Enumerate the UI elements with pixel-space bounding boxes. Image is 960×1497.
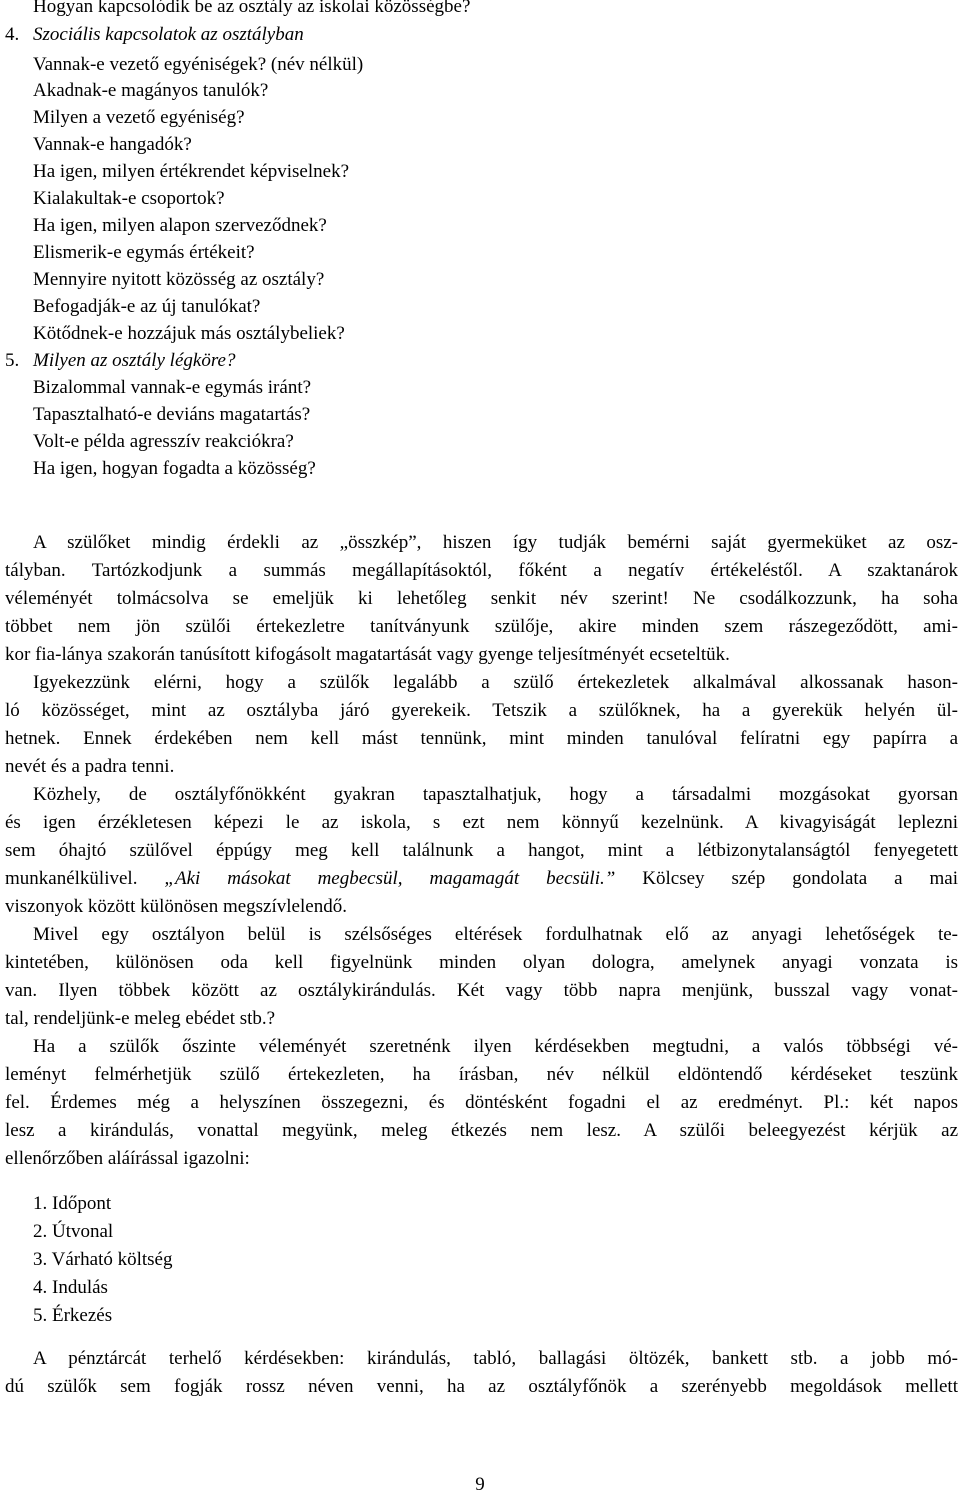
paragraph-line: kor fia-lánya szakorán tanúsított kifogásolt magatartását vagy gyenge teljesítményét ecseteltük. — [5, 644, 730, 665]
list-item: 3. Várható költség — [33, 1249, 173, 1270]
page-number: 9 — [475, 1474, 485, 1495]
paragraph-line: ellenőrzőben aláírással igazolni: — [5, 1148, 250, 1169]
section-number: 5. — [5, 350, 20, 371]
paragraph-text: munkanélkülivel. — [5, 868, 165, 889]
section-heading — [5, 24, 304, 46]
paragraph-line: tályban. Tartózkodjunk a summás megállapításoktól, főként a negatív értékeléstől. A szaktanárok — [5, 560, 958, 581]
question-line: Befogadják-e az új tanulókat? — [33, 296, 261, 317]
paragraph-line: Mivel egy osztályon belül is szélsőséges eltérések fordulhatnak elő az anyagi lehetőségek te- — [33, 924, 958, 945]
question-line: Elismerik-e egymás értékeit? — [33, 242, 255, 263]
section-number: 4. — [5, 24, 20, 45]
question-line: Volt-e példa agresszív reakciókra? — [33, 431, 294, 452]
paragraph-line: kintetében, különösen oda kell figyelnünk minden olyan dologra, amelynek anyagi vonzata is — [5, 952, 958, 973]
paragraph-line: A pénztárcát terhelő kérdésekben: kirándulás, tabló, ballagási öltözék, bankett stb. a jobb mó- — [33, 1348, 958, 1369]
list-item: 2. Útvonal — [33, 1221, 114, 1242]
paragraph-line: dú szülők sem fogják rossz néven venni, ha az osztályfőnök a szerényebb megoldások mellett — [5, 1376, 958, 1397]
question-line: Milyen a vezető egyéniség? — [33, 107, 245, 128]
list-item: 4. Indulás — [33, 1277, 108, 1298]
paragraph-line: Ha a szülők őszinte véleményét szeretnénk ilyen kérdésekben megtudni, a valós többségi vé- — [33, 1036, 958, 1057]
paragraph-line: hetnek. Ennek érdekében nem kell mást tennünk, mint minden tanulóval felíratni egy papírra a — [5, 728, 958, 749]
question-line: Akadnak-e magányos tanulók? — [33, 80, 269, 101]
question-line: Hogyan kapcsolódik be az osztály az iskolai közösségbe? — [33, 0, 471, 17]
paragraph-line: lesz a kirándulás, vonattal megyünk, meleg étkezés nem lesz. A szülői beleegyezést kérjük az — [5, 1120, 958, 1141]
paragraph-line: Közhely, de osztályfőnökként gyakran tapasztalhatjuk, hogy a társadalmi mozgásokat gyorsan — [33, 784, 958, 805]
paragraph-line — [5, 865, 958, 893]
list-item: 5. Érkezés — [33, 1305, 113, 1326]
question-line: Ha igen, hogyan fogadta a közösség? — [33, 458, 316, 479]
paragraph-line: tal, rendeljünk-e meleg ebédet stb.? — [5, 1008, 276, 1029]
paragraph-line: leményt felmérhetjük szülő értekezleten, ha írásban, név nélkül eldöntendő kérdéseket teszünk — [5, 1064, 958, 1085]
paragraph-line: véleményét tolmácsolva se emeljük ki lehetőleg senkit név szerint! Ne csodálkozzunk, ha soha — [5, 588, 958, 609]
paragraph-line: sem óhajtó szülővel éppúgy meg kell találnunk a hangot, mint a létbizonytalanságtól fenyegetett — [5, 840, 958, 861]
section-title: Szociális kapcsolatok az osztályban — [33, 24, 304, 45]
question-line: Ha igen, milyen értékrendet képviselnek? — [33, 161, 350, 182]
paragraph-line: Igyekezzünk elérni, hogy a szülők legalább a szülő értekezletek alkalmával alkossanak hason- — [33, 672, 958, 693]
question-line: Kialakultak-e csoportok? — [33, 188, 225, 209]
paragraph-line: többet nem jön szülői értekezletre tanítványunk szülője, akire minden szem rászegeződött, ami- — [5, 616, 958, 637]
paragraph-line: A szülőket mindig érdekli az „összkép”, hiszen így tudják bemérni saját gyermeküket az osz- — [33, 532, 958, 553]
question-line: Vannak-e vezető egyéniségek? (név nélkül) — [33, 54, 364, 75]
question-line: Tapasztalható-e deviáns magatartás? — [33, 404, 311, 425]
paragraph-line: fel. Érdemes még a helyszínen összegezni, és döntésként fogadni el az eredményt. Pl.: két napos — [5, 1092, 958, 1113]
paragraph-line: ló közösséget, mint az osztályba járó gyerekeik. Tetszik a szülőknek, ha a gyerekük helyén ül- — [5, 700, 958, 721]
list-item: 1. Időpont — [33, 1193, 112, 1214]
quotation: „Aki másokat megbecsül, magamagát becsüli.” — [164, 868, 616, 889]
question-line: Kötődnek-e hozzájuk más osztálybeliek? — [33, 323, 345, 344]
paragraph-line: és igen érzékletesen képezi le az iskola, s ezt nem könnyű kezelnünk. A kivagyiságát leplezni — [5, 812, 958, 833]
question-line: Vannak-e hangadók? — [33, 134, 192, 155]
section-title: Milyen az osztály légköre? — [33, 350, 236, 371]
question-line: Ha igen, milyen alapon szerveződnek? — [33, 215, 327, 236]
section-heading — [5, 350, 236, 372]
paragraph-line: nevét és a padra tenni. — [5, 756, 175, 777]
paragraph-line: van. Ilyen többek között az osztálykirándulás. Két vagy több napra menjünk, busszal vagy vonat- — [5, 980, 958, 1001]
question-line: Bizalommal vannak-e egymás iránt? — [33, 377, 312, 398]
paragraph-text: Kölcsey szép gondolata a mai — [615, 868, 958, 889]
question-line: Mennyire nyitott közösség az osztály? — [33, 269, 325, 290]
paragraph-line: viszonyok között különösen megszívlelendő. — [5, 896, 347, 917]
